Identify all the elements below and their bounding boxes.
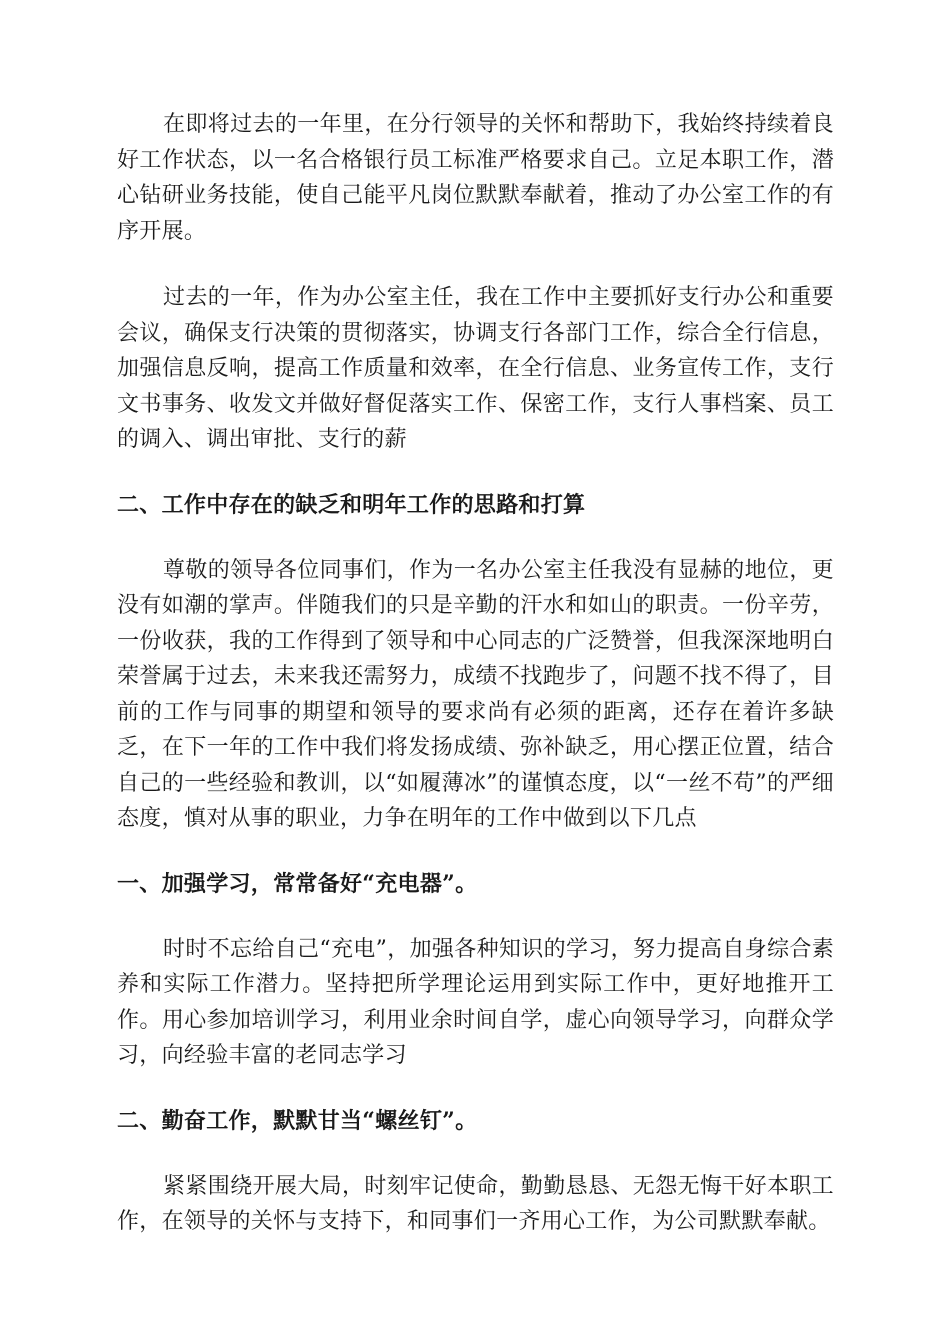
paragraph-intro: 在即将过去的一年里，在分行领导的关怀和帮助下，我始终持续着良好工作状态，以一名合格银行员工标准严格要求自己。立足本职工作，潜心钻研业务技能，使自己能平凡岗位默默奉献着，推动了办公室工作的有序开展。 [117,112,834,244]
heading-strengthen-learning: 一、加强学习，常常备好“充电器”。 [117,870,478,897]
document-body [117,107,834,1240]
paragraph-learning: 时时不忘给自己“充电”，加强各种知识的学习，努力提高自身综合素养和实际工作潜力。坚持把所学理论运用到实际工作中，更好地推开工作。用心参加培训学习，利用业余时间自学，虚心向领导学习，向群众学习，向经验丰富的老同志学习 [117,936,834,1068]
paragraph-reflection: 尊敬的领导各位同事们，作为一名办公室主任我没有显赫的地位，更没有如潮的掌声。伴随我们的只是辛勤的汗水和如山的职责。一份辛劳，一份收获，我的工作得到了领导和中心同志的广泛赞誉，但我深深地明白荣誉属于过去，未来我还需努力，成绩不找跑步了，问题不找不得了，目前的工作与同事的期望和领导的要求尚有必须的距离，还存在着许多缺乏，在下一年的工作中我们将发扬成绩、弥补缺乏，用心摆正位置，结合自己的一些经验和教训，以“如履薄冰”的谨慎态度，以“一丝不苟”的严细态度，慎对从事的职业，力争在明年的工作中做到以下几点 [117,557,834,831]
heading-shortcomings-and-plans: 二、工作中存在的缺乏和明年工作的思路和打算 [117,491,586,518]
paragraph-diligence: 紧紧围绕开展大局，时刻牢记使命，勤勤恳恳、无怨无悔干好本职工作，在领导的关怀与支持下，和同事们一齐用心工作，为公司默默奉献。 [117,1173,834,1234]
paragraph-duties: 过去的一年，作为办公室主任，我在工作中主要抓好支行办公和重要会议，确保支行决策的贯彻落实，协调支行各部门工作，综合全行信息，加强信息反响，提高工作质量和效率，在全行信息、业务宣传工作，支行文书事务、收发文并做好督促落实工作、保密工作，支行人事档案、员工的调入、调出审批、支行的薪 [117,285,834,452]
heading-diligent-work: 二、勤奋工作，默默甘当“螺丝钉”。 [117,1107,478,1134]
